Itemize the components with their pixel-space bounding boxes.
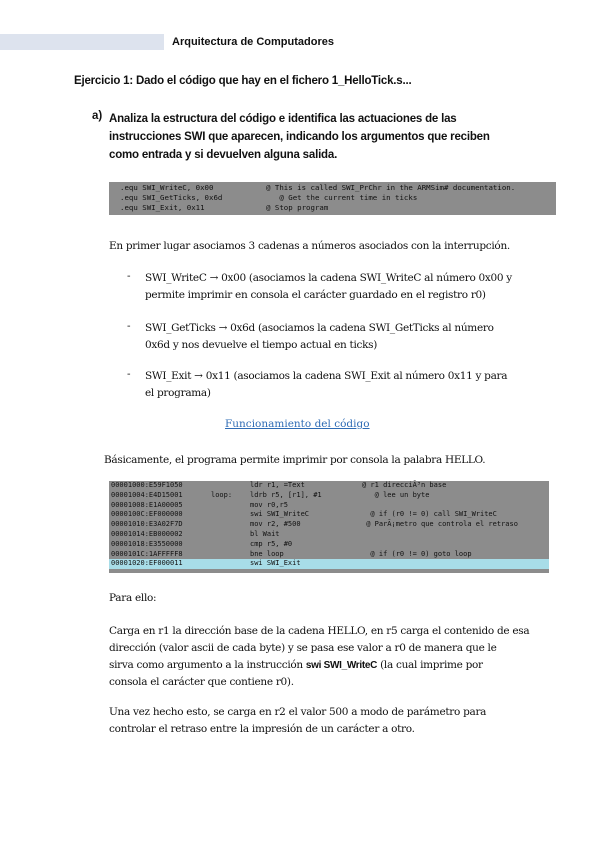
code-comment: @ This is called SWI_PrChr in the ARMSim# documentation.	[266, 183, 516, 192]
code-address: 00001008:E1A00005	[111, 500, 183, 509]
paragraph-line: consola el carácter que contiene r0).	[109, 676, 294, 688]
bullet-line: SWI_Exit → 0x11 (asociamos la cadena SWI_Exit al número 0x11 y para	[145, 370, 508, 382]
bullet-dash: -	[127, 270, 131, 282]
explanation-paragraph	[109, 623, 539, 691]
intro-paragraph: En primer lugar asociamos 3 cadenas a números asociados con la interrupción.	[109, 240, 510, 252]
code-line	[109, 193, 556, 203]
code-instruction: ldr r1, =Text	[250, 481, 305, 489]
code-instruction: swi SWI_Exit	[250, 559, 301, 568]
code-instruction: bl Wait	[250, 529, 280, 538]
question-line: Analiza la estructura del código e identifica las actuaciones de las	[109, 113, 457, 125]
header-bar	[0, 34, 164, 50]
code-text: .equ SWI_GetTicks, 0x6d	[120, 193, 223, 202]
document-header-title: Arquitectura de Computadores	[172, 36, 334, 48]
code-comment: @ if (r0 != 0) call SWI_WriteC	[362, 510, 497, 519]
bullet-line: SWI_WriteC → 0x00 (asociamos la cadena SWI_WriteC al número 0x00 y	[145, 272, 512, 284]
bullet-item-getticks	[145, 320, 525, 354]
paragraph-line: Carga en r1 la dirección base de la cadena HELLO, en r5 carga el contenido de esa	[109, 625, 530, 637]
paragraph-line: Una vez hecho esto, se carga en r2 el valor 500 a modo de parámetro para	[109, 706, 487, 718]
code-instruction: mov r2, #500	[250, 520, 301, 529]
inline-code-swi-writec: swi SWI_WriteC	[305, 660, 378, 671]
code-comment: @ r1 direcciÃ³n base	[362, 481, 447, 489]
paragraph-text: sirva como argumento a la instrucción	[109, 659, 306, 671]
question-line: instrucciones SWI que aparecen, indicando los argumentos que reciben	[109, 131, 490, 143]
bullet-line: 0x6d y nos devuelve el tiempo actual en ticks)	[145, 339, 378, 351]
paragraph-line	[109, 657, 539, 674]
code-row	[109, 540, 549, 550]
delay-paragraph	[109, 704, 539, 738]
section-link-funcionamiento[interactable]: Funcionamiento del código	[225, 418, 370, 430]
para-ello: Para ello:	[109, 592, 157, 604]
code-row	[109, 501, 549, 511]
exercise-title: Ejercicio 1: Dado el código que hay en el fichero 1_HelloTick.s...	[74, 75, 412, 87]
code-instruction: bne loop	[250, 549, 284, 558]
code-address: 0000101C:1AFFFFF8	[111, 549, 183, 558]
code-comment: @ ParÃ¡metro que controla el retraso	[362, 520, 518, 529]
code-address: 00001014:EB000002	[111, 529, 183, 538]
code-address: 00001010:E3A02F7D	[111, 520, 183, 529]
code-text: .equ SWI_Exit, 0x11	[120, 203, 205, 212]
code-block-disassembly	[109, 481, 549, 573]
paragraph-line: dirección (valor ascii de cada byte) y se pasa ese valor a r0 de manera que le	[109, 642, 497, 654]
question-marker: a)	[92, 110, 103, 122]
question-line: como entrada y si devuelven alguna salida.	[109, 149, 338, 161]
bullet-line: permite imprimir en consola el carácter guardado en el registro r0)	[145, 289, 486, 301]
bullet-line: SWI_GetTicks → 0x6d (asociamos la cadena SWI_GetTicks al número	[145, 322, 494, 334]
bullet-dash: -	[127, 320, 131, 332]
code-comment: @ lee un byte	[362, 490, 430, 499]
paragraph-line: controlar el retraso entre la impresión de un carácter a otro.	[109, 723, 415, 735]
bullet-item-writec	[145, 270, 525, 304]
question-text	[109, 110, 529, 164]
code-instruction: cmp r5, #0	[250, 539, 293, 548]
code-label: loop:	[211, 490, 233, 499]
code-line	[109, 183, 556, 193]
paragraph-text: (la cual imprime por	[377, 659, 483, 671]
code-instruction: ldrb r5, [r1], #1	[250, 490, 322, 499]
summary-paragraph: Básicamente, el programa permite imprimir por consola la palabra HELLO.	[104, 454, 486, 466]
code-text: .equ SWI_WriteC, 0x00	[120, 183, 214, 192]
code-row	[109, 481, 549, 491]
code-comment: @ Stop program	[266, 203, 329, 212]
code-instruction: swi SWI_WriteC	[250, 510, 310, 519]
code-row	[109, 520, 549, 530]
code-row	[109, 510, 549, 520]
code-address: 00001018:E3550000	[111, 539, 183, 548]
code-address: 00001004:E4D15001	[111, 490, 183, 499]
bullet-dash: -	[127, 368, 131, 380]
code-row	[109, 550, 549, 560]
code-row	[109, 530, 549, 540]
code-instruction: mov r0,r5	[250, 500, 288, 509]
bullet-line: el programa)	[145, 387, 211, 399]
code-row-highlighted	[109, 559, 549, 569]
code-comment: @ if (r0 != 0) goto loop	[362, 549, 472, 558]
code-address: 0000100C:EF000000	[111, 510, 183, 519]
code-address: 00001020:EF000011	[111, 559, 183, 568]
code-line	[109, 203, 556, 213]
code-address: 00001000:E59F1050	[111, 481, 183, 489]
code-row	[109, 491, 549, 501]
code-block-equ	[109, 182, 556, 215]
code-comment: @ Get the current time in ticks	[266, 193, 418, 202]
bullet-item-exit	[145, 368, 525, 402]
